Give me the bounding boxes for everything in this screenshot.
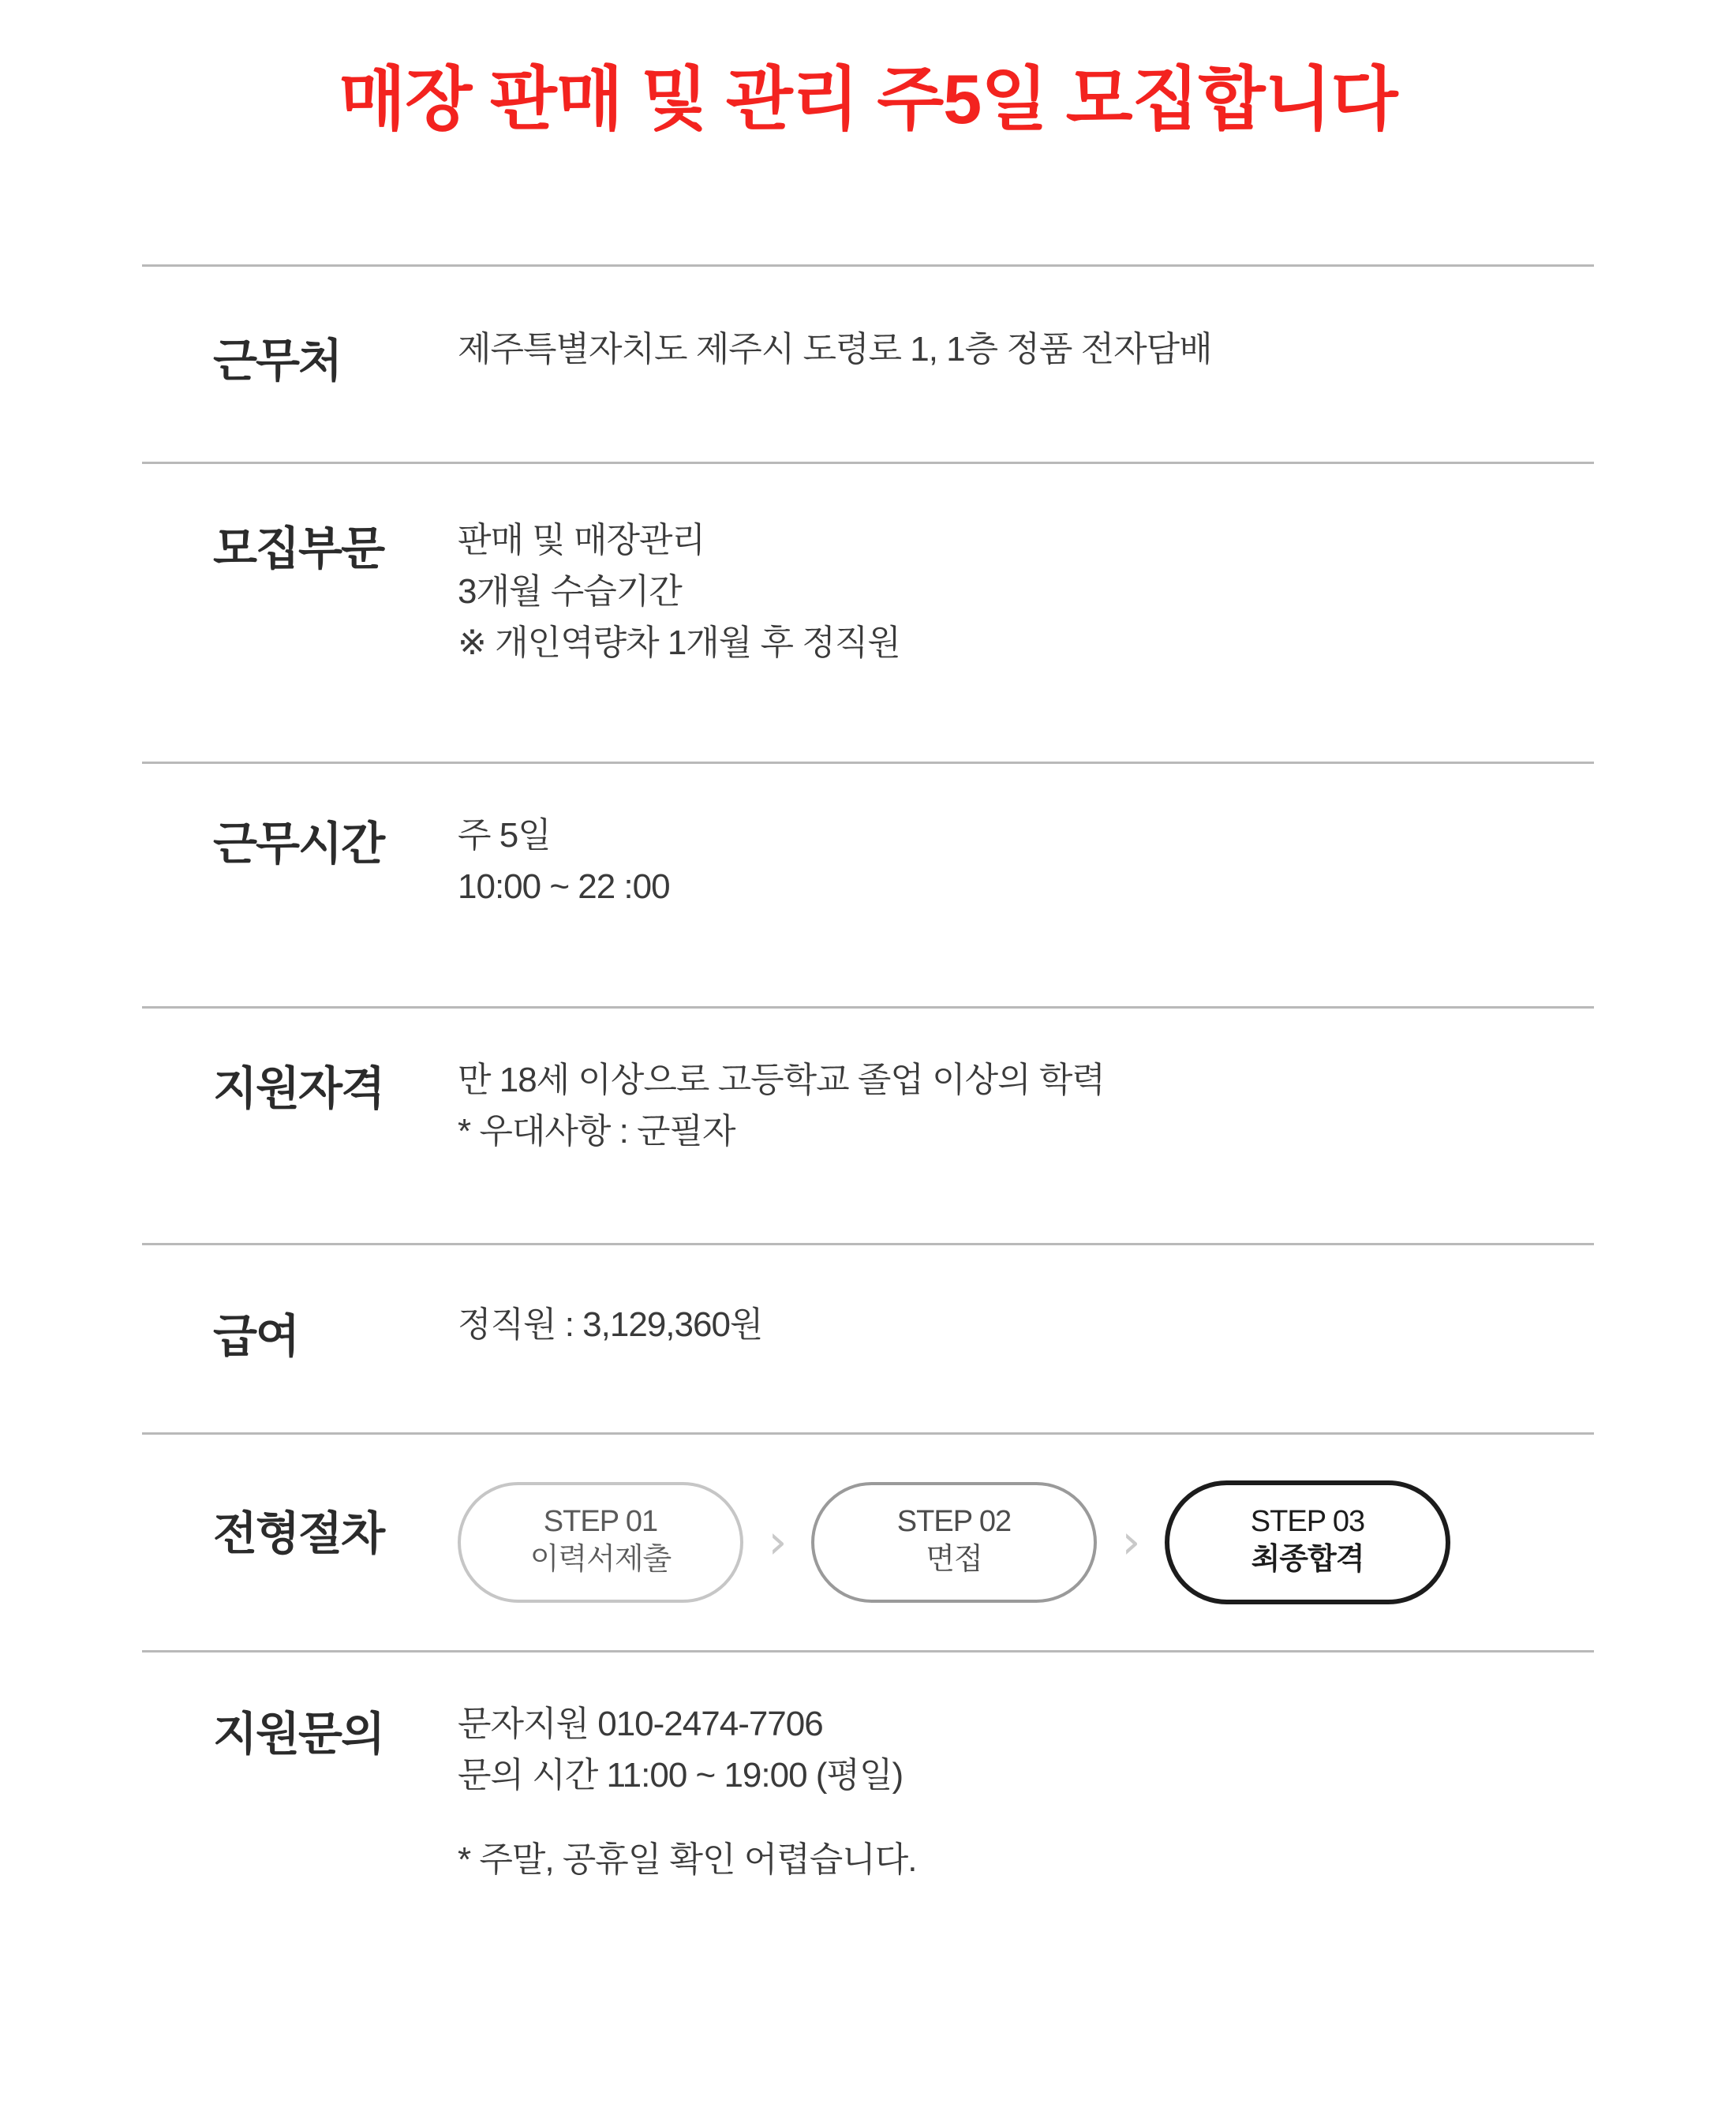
row-value-process: [458, 1435, 1594, 1650]
row-label-workplace: 근무처: [213, 335, 342, 387]
process-step-1-number: STEP 01: [543, 1504, 658, 1538]
process-step-3-label: 최종합격: [1251, 1543, 1364, 1577]
hours-line-1: 주 5일: [458, 815, 551, 855]
table-row-contact: [142, 1650, 1594, 1918]
process-step-1: [458, 1482, 743, 1603]
table-row-process: [142, 1432, 1594, 1650]
process-step-3-number: STEP 03: [1250, 1504, 1365, 1538]
workplace-address: 제주특별자치도 제주시 도령로 1, 1층 정품 전자담배: [458, 329, 1212, 369]
position-line-1: 판매 및 매장관리: [458, 520, 705, 560]
row-value-salary: [458, 1245, 1594, 1404]
contact-phone: 문자지원 010-2474-7706: [458, 1705, 823, 1744]
process-step-1-label: 이력서제출: [529, 1543, 672, 1577]
row-value-qualification: [458, 1009, 1594, 1203]
process-step-3: [1165, 1480, 1450, 1604]
salary-amount: 정직원 : 3,129,360원: [458, 1304, 763, 1344]
position-line-3: ※ 개인역량차 1개월 후 정직원: [458, 623, 900, 663]
chevron-right-icon-2: ›: [1121, 1514, 1140, 1570]
row-value-contact: [458, 1652, 1594, 1917]
table-row-salary: [142, 1243, 1594, 1432]
row-label-process: 전형절차: [213, 1507, 384, 1559]
table-row-hours: [142, 762, 1594, 1006]
row-label-hours: 근무시간: [213, 818, 384, 870]
qualification-line-1: 만 18세 이상으로 고등학교 졸업 이상의 학력: [458, 1060, 1105, 1099]
row-label-contact: 지원문의: [213, 1709, 384, 1761]
contact-note: * 주말, 공휴일 확인 어렵습니다.: [458, 1840, 917, 1880]
chevron-right-icon-1: ›: [768, 1514, 787, 1570]
row-label-salary: 급여: [213, 1310, 299, 1362]
process-step-2: [811, 1482, 1097, 1603]
table-row-qualification: [142, 1006, 1594, 1243]
row-value-position: [458, 464, 1594, 716]
hours-line-2: 10:00 ~ 22 :00: [458, 866, 670, 906]
table-row-workplace: [142, 264, 1594, 462]
row-value-workplace: [458, 267, 1594, 432]
process-step-2-label: 면접: [926, 1543, 982, 1577]
position-line-2: 3개월 수습기간: [458, 571, 682, 611]
info-table: [142, 138, 1594, 1918]
contact-hours: 문의 시간 11:00 ~ 19:00 (평일): [458, 1756, 904, 1795]
process-steps: [458, 1480, 1578, 1604]
row-label-qualification: 지원자격: [213, 1062, 384, 1114]
row-label-position: 모집부문: [213, 522, 384, 575]
qualification-line-2: * 우대사항 : 군필자: [458, 1111, 735, 1151]
process-step-2-number: STEP 02: [896, 1504, 1012, 1538]
page-title: 매장 판매 및 관리 주5일 모집합니다: [339, 60, 1397, 138]
row-value-hours: [458, 764, 1594, 960]
contact-spacer: [458, 1801, 1578, 1834]
table-row-position: [142, 462, 1594, 762]
